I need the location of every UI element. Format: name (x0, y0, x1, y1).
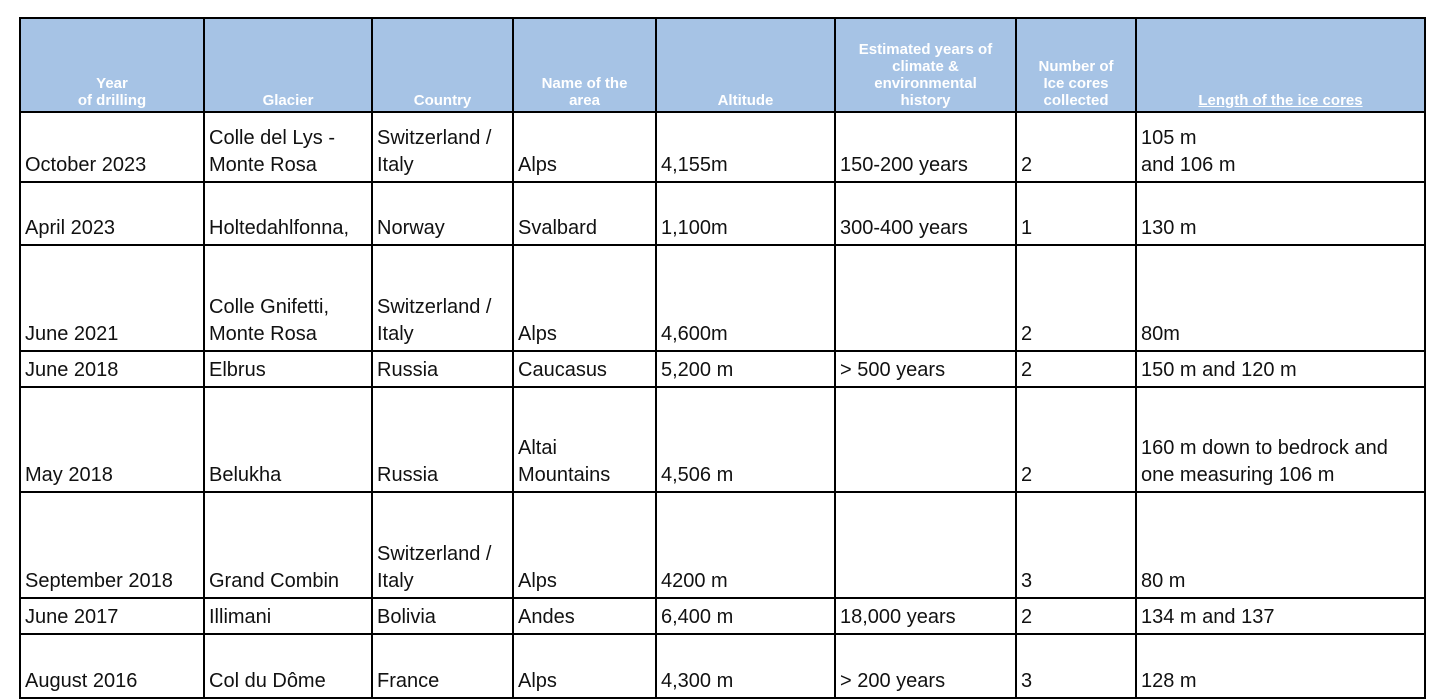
cell-area: Alps (513, 245, 656, 351)
cell-core-count: 3 (1016, 634, 1136, 698)
cell-year: June 2017 (20, 598, 204, 634)
cell-core-length: 105 m and 106 m (1136, 112, 1425, 182)
cell-core-count: 2 (1016, 112, 1136, 182)
cell-glacier: Belukha (204, 387, 372, 492)
cell-history: > 500 years (835, 351, 1016, 387)
header-year: Year of drilling (20, 18, 204, 112)
cell-core-count: 2 (1016, 598, 1136, 634)
table-row (20, 182, 1425, 245)
table-row (20, 351, 1425, 387)
cell-year: October 2023 (20, 112, 204, 182)
cell-year: April 2023 (20, 182, 204, 245)
cell-history (835, 387, 1016, 492)
header-core-count: Number of Ice cores collected (1016, 18, 1136, 112)
cell-area: Caucasus (513, 351, 656, 387)
cell-core-length: 80m (1136, 245, 1425, 351)
cell-core-count: 2 (1016, 387, 1136, 492)
cell-country: Norway (372, 182, 513, 245)
cell-core-length: 128 m (1136, 634, 1425, 698)
cell-altitude: 4,155m (656, 112, 835, 182)
cell-glacier: Illimani (204, 598, 372, 634)
header-country: Country (372, 18, 513, 112)
cell-core-count: 2 (1016, 245, 1136, 351)
cell-glacier: Colle del Lys - Monte Rosa (204, 112, 372, 182)
header-altitude: Altitude (656, 18, 835, 112)
cell-altitude: 4200 m (656, 492, 835, 598)
cell-history (835, 492, 1016, 598)
table-row (20, 598, 1425, 634)
cell-core-count: 1 (1016, 182, 1136, 245)
cell-glacier: Grand Combin (204, 492, 372, 598)
cell-core-count: 3 (1016, 492, 1136, 598)
cell-year: June 2021 (20, 245, 204, 351)
cell-year: September 2018 (20, 492, 204, 598)
table-row (20, 387, 1425, 492)
cell-country: Switzerland / Italy (372, 492, 513, 598)
cell-glacier: Colle Gnifetti, Monte Rosa (204, 245, 372, 351)
cell-core-length: 160 m down to bedrock and one measuring 106 m (1136, 387, 1425, 492)
cell-glacier: Col du Dôme (204, 634, 372, 698)
cell-country: Russia (372, 387, 513, 492)
cell-history: 150-200 years (835, 112, 1016, 182)
cell-year: May 2018 (20, 387, 204, 492)
cell-year: August 2016 (20, 634, 204, 698)
cell-area: Altai Mountains (513, 387, 656, 492)
cell-country: Switzerland / Italy (372, 112, 513, 182)
cell-core-length: 80 m (1136, 492, 1425, 598)
cell-core-count: 2 (1016, 351, 1136, 387)
cell-history (835, 245, 1016, 351)
cell-history: > 200 years (835, 634, 1016, 698)
header-history: Estimated years of climate & environmental history (835, 18, 1016, 112)
ice-core-table (19, 17, 1426, 699)
cell-area: Svalbard (513, 182, 656, 245)
cell-area: Alps (513, 634, 656, 698)
cell-core-length: 134 m and 137 (1136, 598, 1425, 634)
cell-country: Bolivia (372, 598, 513, 634)
header-area: Name of the area (513, 18, 656, 112)
header-glacier: Glacier (204, 18, 372, 112)
cell-glacier: Elbrus (204, 351, 372, 387)
cell-altitude: 1,100m (656, 182, 835, 245)
cell-core-length: 130 m (1136, 182, 1425, 245)
table-row (20, 245, 1425, 351)
cell-history: 18,000 years (835, 598, 1016, 634)
cell-year: June 2018 (20, 351, 204, 387)
cell-altitude: 4,506 m (656, 387, 835, 492)
table-row (20, 492, 1425, 598)
cell-altitude: 6,400 m (656, 598, 835, 634)
cell-glacier: Holtedahlfonna, (204, 182, 372, 245)
cell-core-length: 150 m and 120 m (1136, 351, 1425, 387)
cell-area: Alps (513, 112, 656, 182)
cell-altitude: 4,600m (656, 245, 835, 351)
table-row (20, 634, 1425, 698)
table-row (20, 112, 1425, 182)
cell-area: Andes (513, 598, 656, 634)
cell-country: Russia (372, 351, 513, 387)
cell-altitude: 5,200 m (656, 351, 835, 387)
cell-history: 300-400 years (835, 182, 1016, 245)
cell-country: Switzerland / Italy (372, 245, 513, 351)
cell-altitude: 4,300 m (656, 634, 835, 698)
cell-country: France (372, 634, 513, 698)
header-core-length-link[interactable]: Length of the ice cores (1136, 18, 1425, 112)
header-row (20, 18, 1425, 112)
cell-area: Alps (513, 492, 656, 598)
